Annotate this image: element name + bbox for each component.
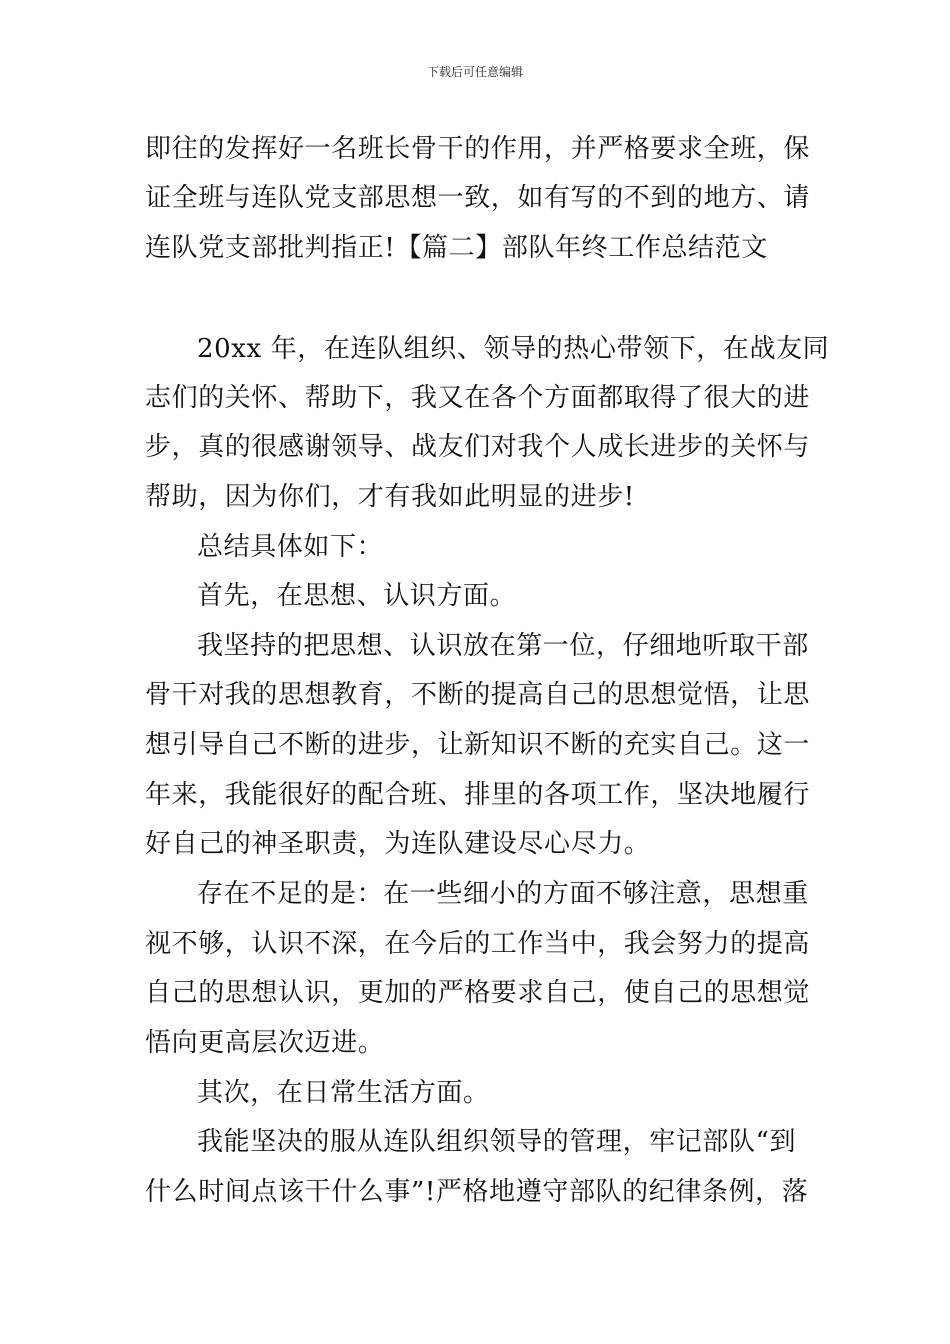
page-header: 下载后可任意编辑: [426, 65, 523, 79]
text-line: 帮助，因为你们，才有我如此明显的进步!: [145, 482, 635, 512]
text-line: 视不够，认识不深，在今后的工作当中，我会努力的提高: [145, 929, 811, 959]
text-line: 首先，在思想、认识方面。: [197, 581, 517, 611]
text-line: 步，真的很感谢领导、战友们对我个人成长进步的关怀与: [145, 432, 811, 462]
text-line: 20xx 年，在连队组织、领导的热心带领下，在战友同: [197, 334, 830, 364]
text-line: 存在不足的是：在一些细小的方面不够注意，思想重: [197, 879, 809, 909]
text-line: 连队党支部批判指正!【篇二】部队年终工作总结范文: [145, 233, 768, 263]
text-line: 悟向更高层次迈进。: [145, 1028, 385, 1058]
text-line: 我能坚决的服从连队组织领导的管理，牢记部队“到: [197, 1127, 797, 1157]
text-line: 即往的发挥好一名班长骨干的作用，并严格要求全班，保: [145, 134, 811, 164]
text-line: 总结具体如下：: [197, 532, 384, 562]
text-line: 志们的关怀、帮助下，我又在各个方面都取得了很大的进: [145, 383, 811, 413]
text-line: 自己的思想认识，更加的严格要求自己，使自己的思想觉: [145, 978, 811, 1008]
text-line: 证全班与连队党支部思想一致，如有写的不到的地方、请: [145, 183, 811, 213]
text-line: 年来，我能很好的配合班、排里的各项工作，坚决地履行: [145, 780, 811, 810]
text-line: 什么时间点该干什么事”!严格地遵守部队的纪律条例，落: [145, 1177, 809, 1207]
text-line: 其次，在日常生活方面。: [197, 1078, 490, 1108]
text-line: 想引导自己不断的进步，让新知识不断的充实自己。这一: [145, 730, 811, 760]
text-line: 我坚持的把思想、认识放在第一位，仔细地听取干部: [197, 631, 809, 661]
text-line: 骨干对我的思想教育，不断的提高自己的思想觉悟，让思: [145, 680, 811, 710]
text-line: 好自己的神圣职责，为连队建设尽心尽力。: [145, 829, 651, 859]
